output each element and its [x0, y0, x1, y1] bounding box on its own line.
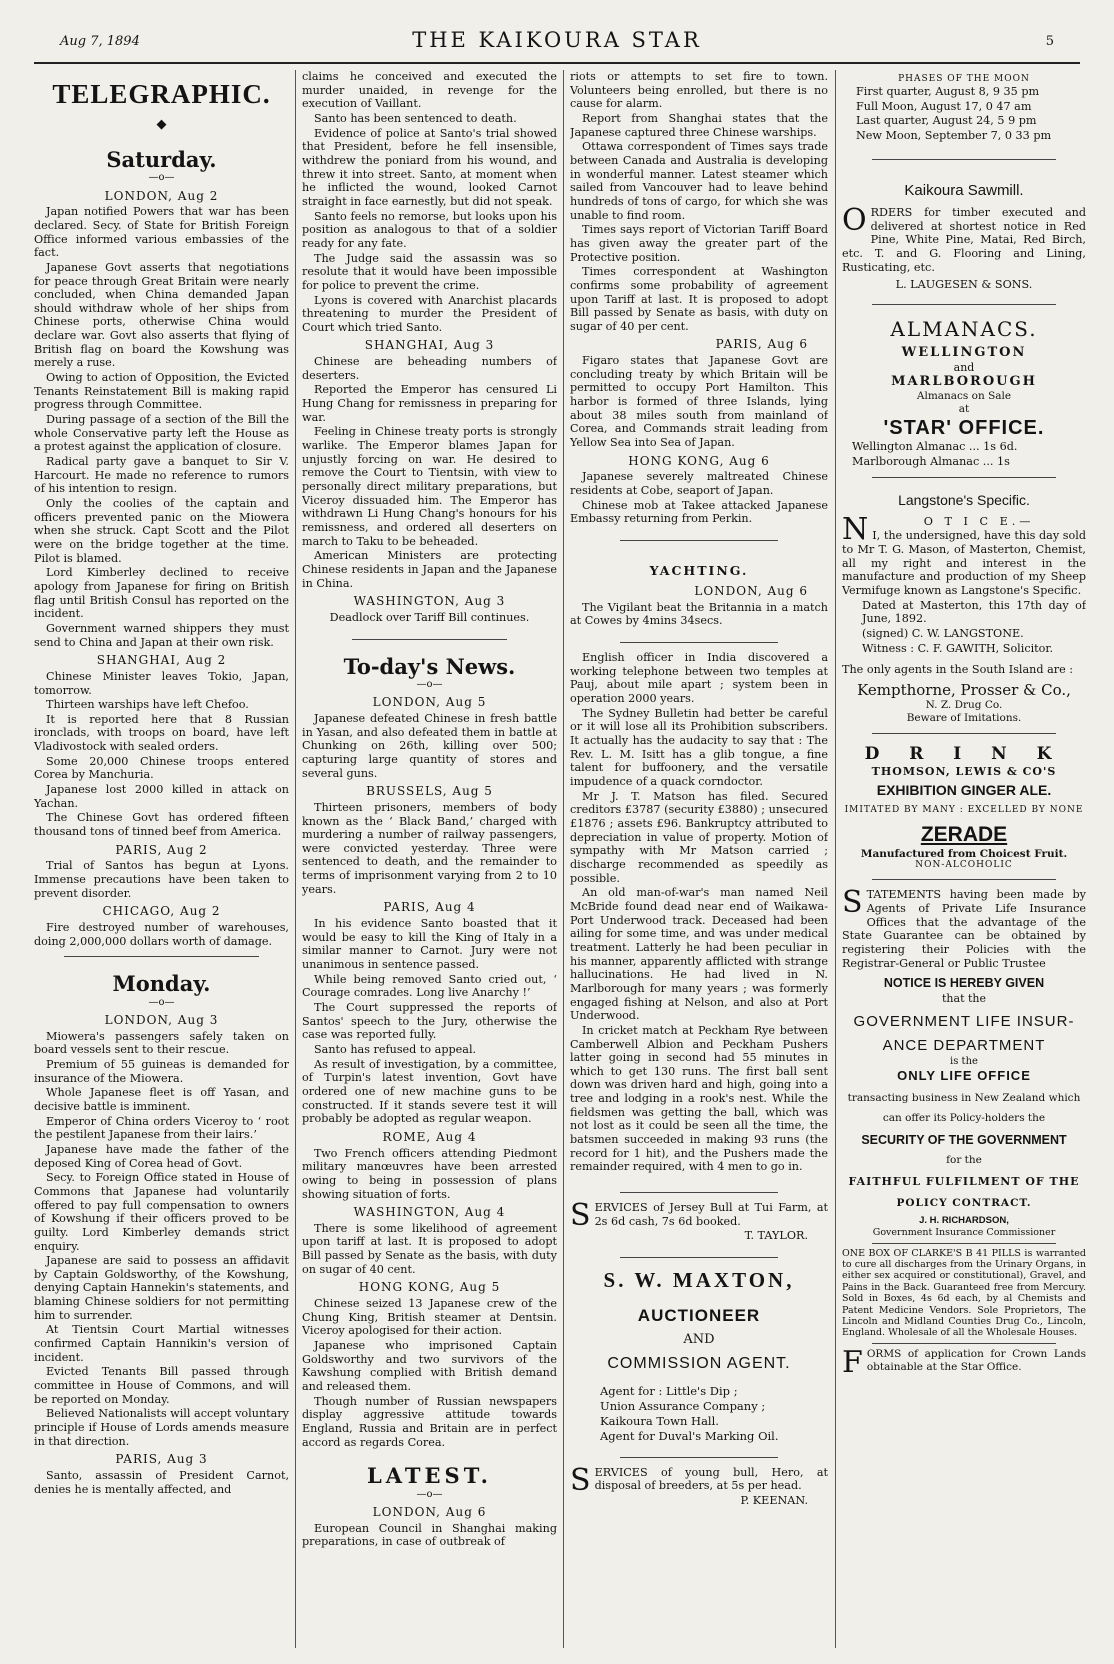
article-paragraph: Miowera's passengers safely taken on board vessels sent to their rescue. [34, 1029, 289, 1057]
is-the-label: is the [950, 1055, 978, 1067]
advert-text: I, the undersigned, have this day sold to Mr T. G. Mason, of Masterton, Chemist, all my right and interest in the manufacture and production of my Sheep Vermifuge known as Langstone's Specific. [842, 529, 1086, 597]
section-rule [620, 642, 778, 643]
dateline: HONG KONG, Aug 6 [628, 453, 770, 468]
moon-phase-line: First quarter, August 8, 9 35 pm [856, 84, 1040, 98]
saturday-heading: Saturday. [106, 146, 217, 172]
moon-phases-title: PHASES OF THE MOON [898, 74, 1030, 84]
section-rule [620, 1457, 778, 1458]
zerade-label: ZERADE [920, 823, 1008, 847]
article-paragraph: As result of investigation, by a committee, of Turpin's latest invention, Govt have ordered one of new machine guns to be constructed. If it stands severe test it will probably be adopted as regular weapon. [302, 1057, 557, 1126]
masthead [60, 28, 1054, 54]
article-paragraph: Reported the Emperor has censured Li Hung Chang for remissness in preparing for war. [302, 383, 557, 424]
article-paragraph: Chinese are beheading numbers of deserters. [302, 355, 557, 382]
section-rule [620, 1192, 778, 1193]
section-rule [872, 1343, 1056, 1344]
advert-signature: T. TAYLOR. [744, 1229, 808, 1243]
section-rule [872, 1243, 1056, 1244]
yachting-heading: YACHTING. [649, 562, 749, 578]
article-paragraph: Ottawa correspondent of Times says trade between Canada and Australia is developing in wonderful manner. Latest steamer which sailed from Vancouver had to leave behind hundreds of tons of cargo, for which she was unable to find room. [570, 140, 828, 222]
article-paragraph: Emperor of China orders Viceroy to ‘ root the pestilent Japanese from their lairs.’ [34, 1114, 289, 1142]
article-paragraph: Thirteen prisoners, members of body known as the ‘ Black Band,’ charged with murdering a number of railway passengers, were convicted yesterday. Three were sentenced to death, and the remainder to terms of imprisonment varying from 2 to 10 years. [302, 800, 557, 896]
article-paragraph: An old man-of-war's man named Neil McBride found dead near end of Waikawa-Port Underwood track. Deceased had been ailing for some time, and was under medical treatment. Latterly he had been peculiar in his manner, apparently afflicted with strange hallucinations. He had lived in N. Marlborough for many years ; was formerly engaged fishing at Nelson, and also at Port Underwood. [570, 886, 828, 1023]
article-paragraph: Two French officers attending Piedmont military manœuvres have been arrested owing to being in possession of plans showing situation of forts. [302, 1146, 557, 1201]
dropcap-s: S [570, 1462, 591, 1498]
column-divider [835, 70, 836, 1648]
price-line: Wellington Almanac ... 1s 6d. [852, 440, 1018, 454]
and-label: and [953, 361, 975, 375]
sawmill-title: Kaikoura Sawmill. [904, 181, 1024, 199]
dateline: LONDON, Aug 2 [104, 188, 219, 203]
almanacs-on-sale: Almanacs on Sale [916, 390, 1012, 403]
dateline: LONDON, Aug 5 [372, 695, 487, 710]
dateline: SHANGHAI, Aug 3 [364, 338, 495, 353]
article-paragraph: Believed Nationalists will accept voluntary principle if House of Lords amends measure in that direction. [34, 1407, 289, 1448]
newspaper-title: THE KAIKOURA STAR [412, 28, 702, 52]
dropcap-o: O [842, 202, 867, 238]
article-paragraph: Trial of Santos has begun at Lyons. Immense precautions have been taken to prevent disorder. [34, 859, 289, 900]
article-paragraph: In cricket match at Peckham Rye between Camberwell Albion and Peckham Pushers latter going in second had 55 minutes in which to get 130 runs. The first ball sent down was driven hard and high, going into a tree and lodging in a rook's nest. While the fieldsmen was getting the ball, which was not lost as it could be seen all the time, the batsmen succeeded in making 93 runs (the record for 1 hit), and the Pushers made the remainder required, with 4 men to go in. [570, 1023, 828, 1174]
almanacs-heading: ALMANACS. [890, 316, 1038, 341]
article-paragraph: Chinese mob at Takee attacked Japanese Embassy returning from Perkin. [570, 498, 828, 526]
gov-life-label: GOVERNMENT LIFE INSUR- [853, 1012, 1075, 1030]
todays-news-heading: To-day's News. [343, 653, 516, 679]
dateline: PARIS, Aug 4 [383, 900, 476, 915]
auctioneer-label: AUCTIONEER [637, 1305, 761, 1325]
imitated-label: IMITATED BY MANY : EXCELLED BY NONE [844, 805, 1084, 816]
advert-signature: P. KEENAN. [740, 1494, 808, 1508]
kempthorne-name: Kempthorne, Prosser & Co., [857, 680, 1071, 699]
dateline: LONDON, Aug 6 [372, 1505, 487, 1520]
marlborough-label: MARLBOROUGH [891, 374, 1037, 390]
article-paragraph: Fire destroyed number of warehouses, doing 2,000,000 dollars worth of damage. [34, 920, 289, 948]
dropcap-s: S [842, 885, 863, 921]
notice-dated: Dated at Masterton, this 17th day of June, 1892. [862, 598, 1086, 626]
article-paragraph: Japanese severely maltreated Chinese residents at Cobe, seaport of Japan. [570, 470, 828, 497]
langstone-title: Langstone's Specific. [898, 491, 1030, 508]
ornament-divider: ◆ [156, 116, 167, 132]
article-paragraph: Evidence of police at Santo's trial showed that President, before he fell insensible, withdrew the poniard from his wound, and threw it into street. Santo, at moment when he inflicted the wound, looked Carnot straight in face earnestly, but did not speak. [302, 126, 557, 208]
at-label: at [958, 403, 970, 416]
section-rule [872, 159, 1056, 160]
section-rule [620, 540, 778, 541]
langstone-notice [842, 511, 1086, 656]
agents-text: The only agents in the South Island are : [842, 663, 1074, 677]
advert-text: ORMS of application for Crown Lands obtainable at the Star Office. [866, 1347, 1086, 1373]
article-paragraph: Mr J. T. Matson has filed. Secured creditors £3787 (security £3880) ; unsecured £1876 ; assets £96. Bankruptcy attributed to depreciation in value of property. Motion of sympathy with Mr Matson carried ; discharge recommended as speedily as possible. [570, 789, 828, 885]
dateline: HONG KONG, Aug 5 [358, 1280, 501, 1295]
section-divider: —o— [416, 1488, 443, 1500]
article-paragraph: Japanese lost 2000 killed in attack on Yachan. [34, 783, 289, 810]
article-paragraph: Whole Japanese fleet is off Yasan, and decisive battle is imminent. [34, 1086, 289, 1113]
article-paragraph: English officer in India discovered a working telephone between two temples at Pauj, about mile apart ; system been in operation 2000 years. [570, 651, 828, 706]
article-paragraph: Santo, assassin of President Carnot, denies he is mentally affected, and [34, 1468, 289, 1496]
section-rule [872, 733, 1056, 734]
thomson-label: THOMSON, LEWIS & CO'S [871, 764, 1057, 778]
article-paragraph: Though number of Russian newspapers display aggressive attitude towards England, Russia and Britain are in perfect accord as regards Corea. [302, 1394, 557, 1449]
article-paragraph: Secy. to Foreign Office stated in House of Commons that Japanese had voluntarily offered to pay full compensation to owners of Kowshung if their officers proved to be guilty. Lord Kimberley demands strict enquiry. [34, 1171, 289, 1253]
agent-line: Kaikoura Town Hall. [600, 1413, 719, 1428]
ginger-ale-label: EXHIBITION GINGER ALE. [876, 781, 1052, 798]
section-rule [64, 956, 259, 957]
latest-heading: LATEST. [367, 1463, 492, 1489]
moon-phase-line: Last quarter, August 24, 5 9 pm [856, 114, 1037, 128]
ance-dept-label: ANCE DEPARTMENT [882, 1037, 1046, 1055]
policy-label: POLICY CONTRACT. [896, 1196, 1032, 1209]
article-paragraph: In his evidence Santo boasted that it would be easy to kill the King of Italy in a similar manner to Carnot. Jury were not unanimous in sentence passed. [302, 917, 557, 972]
article-paragraph: Santo has been sentenced to death. [314, 111, 517, 125]
section-divider: —o— [148, 996, 175, 1008]
article-paragraph: The Judge said the assassin was so resolute that it would have been impossible for police to prevent the crime. [302, 251, 557, 292]
and-label: AND [683, 1332, 715, 1348]
moon-phase-line: Full Moon, August 17, 0 47 am [856, 99, 1032, 113]
masthead-rule [34, 62, 1080, 64]
dropcap-f: F [842, 1344, 863, 1380]
article-paragraph: Report from Shanghai states that the Japanese captured three Chinese warships. [570, 111, 828, 139]
young-bull-advert [570, 1462, 828, 1508]
dateline: ROME, Aug 4 [382, 1129, 477, 1144]
column-4 [842, 70, 1086, 1650]
article-paragraph: Chinese Minister leaves Tokio, Japan, tomorrow. [34, 669, 289, 697]
article-paragraph: The Sydney Bulletin had better be careful or it will lose all its Prohibition subscribers. It actually has the audacity to say that : The Rev. L. M. Isitt has a glib tongue, a fine talent for buffoonery, and the versatile impudence of a quack corndoctor. [570, 706, 828, 789]
drug-co-label: N. Z. Drug Co. [925, 699, 1003, 712]
section-rule [352, 639, 507, 640]
article-paragraph: Government warned shippers they must send to China and Japan at their own risk. [34, 621, 289, 649]
dateline: WASHINGTON, Aug 4 [353, 1205, 506, 1220]
beware-label: Beware of Imitations. [906, 712, 1022, 725]
notice-signed: (signed) C. W. LANGSTONE. [862, 626, 1024, 640]
dateline: LONDON, Aug 3 [104, 1013, 219, 1028]
article-paragraph: European Council in Shanghai making preparations, in case of outbreak of [302, 1521, 557, 1549]
article-paragraph: Chinese seized 13 Japanese crew of the Chung King, British steamer at Dentsin. Viceroy apologised for their action. [302, 1297, 557, 1338]
article-paragraph: Times says report of Victorian Tariff Board has given away the greater part of the Protective position. [570, 223, 828, 264]
star-office-label: 'STAR' OFFICE. [883, 416, 1045, 439]
agent-line: Agent for Duval's Marking Oil. [600, 1428, 779, 1443]
notice-given-label: NOTICE IS HEREBY GIVEN [883, 976, 1045, 991]
article-paragraph: During passage of a section of the Bill the whole Conservative party left the House as a protest against the application of closure. [34, 413, 289, 454]
non-alcoholic-label: NON-ALCOHOLIC [915, 860, 1013, 871]
article-paragraph: The Vigilant beat the Britannia in a match at Cowes by 4mins 34secs. [570, 600, 828, 628]
drink-heading: D R I N K [864, 743, 1064, 764]
article-paragraph: Japanese who imprisoned Captain Goldsworthy and two survivors of the Kawshung complied with British demand and released them. [302, 1339, 557, 1393]
section-divider: —o— [148, 172, 175, 184]
section-rule [620, 1257, 778, 1258]
dateline: SHANGHAI, Aug 2 [96, 653, 227, 668]
article-paragraph: Premium of 55 guineas is demanded for insurance of the Miowera. [34, 1057, 289, 1085]
section-rule [872, 477, 1056, 478]
dateline: LONDON, Aug 6 [694, 584, 808, 599]
only-life-label: ONLY LIFE OFFICE [897, 1067, 1031, 1083]
dateline: PARIS, Aug 3 [115, 1452, 208, 1467]
article-paragraph: Radical party gave a banquet to Sir V. Harcourt. He made no reference to rumors of his intention to resign. [34, 455, 289, 496]
advert-text: TATEMENTS having been made by Agents of Private Life Insurance Offices that the advantage of the State Guarantee can be obtained by registering their Policies with the Registrar-General or Public Trustee [842, 888, 1086, 970]
maxton-name: S. W. MAXTON, [603, 1268, 795, 1293]
sawmill-advert [842, 202, 1086, 292]
article-paragraph: While being removed Santo cried out, ‘ Courage comrades. Long live Anarchy !’ [302, 972, 557, 1000]
column-3 [570, 70, 828, 1650]
agent-line: Agent for : Little's Dip ; [600, 1383, 738, 1398]
richardson-name: J. H. RICHARDSON, [919, 1215, 1009, 1227]
notice-word: O T I C E.— [923, 514, 1035, 528]
telegraphic-heading: TELEGRAPHIC. [52, 79, 271, 109]
dateline: BRUSSELS, Aug 5 [366, 784, 493, 799]
article-paragraph: riots or attempts to set fire to town. Volunteers being enrolled, but there is no cause for alarm. [570, 70, 828, 111]
article-paragraph: Only the coolies of the captain and officers prevented panic on the Miowera when she struck. Capt Scott and the Pilot were on the bridge together at the time. Pilot is blamed. [34, 497, 289, 565]
article-paragraph: Santo feels no remorse, but looks upon his position as analogous to that of a soldier ready for any fate. [302, 209, 557, 250]
price-line: Marlborough Almanac ... 1s [852, 454, 1010, 468]
manufactured-label: Manufactured from Choicest Fruit. [860, 847, 1068, 860]
agent-line: Union Assurance Company ; [600, 1398, 766, 1413]
article-paragraph: Thirteen warships have left Chefoo. [46, 698, 249, 712]
article-paragraph: Figaro states that Japanese Govt are concluding treaty by which Britain will be permitted to occupy Port Hamilton. This harbor is formed of three Islands, lying about 38 miles south from mainland of Corea, and Commands strait leading from Yellow Sea into Sea of Japan. [570, 354, 828, 450]
article-paragraph: Evicted Tenants Bill passed through committee in House of Commons, and will be reported on Monday. [34, 1365, 289, 1406]
commissioner-label: Government Insurance Commissioner [872, 1227, 1056, 1239]
article-paragraph: Lyons is covered with Anarchist placards threatening to murder the President of Court which tried Santo. [302, 293, 557, 334]
monday-heading: Monday. [112, 971, 211, 997]
section-rule [872, 304, 1056, 305]
dateline: WASHINGTON, Aug 3 [353, 594, 506, 609]
article-paragraph: Some 20,000 Chinese troops entered Corea by Manchuria. [34, 754, 289, 782]
article-paragraph: Japanese are said to possess an affidavit by Captain Goldsworthy, of the Kowshung, denying Captain Hannekin's statements, and blaming Chinese soldiers for not permitting him to surrender. [34, 1254, 289, 1322]
article-paragraph: Japanese defeated Chinese in fresh battle in Yasan, and also defeated them in battle at Chunking on 26th, killing over 500; capturing large quantity of stores and several guns. [302, 711, 557, 780]
dateline: CHICAGO, Aug 2 [102, 904, 221, 919]
article-paragraph: At Tientsin Court Martial witnesses confirmed Captain Hannikin's version of incident. [34, 1323, 289, 1364]
for-the-label: for the [946, 1154, 982, 1167]
life-insurance-notice [842, 885, 1086, 1239]
article-paragraph: Japanese have made the father of the deposed King of Corea head of Govt. [34, 1142, 289, 1170]
advert-text: ERVICES of young bull, Hero, at disposal of breeders, at 5s per head. [594, 1465, 828, 1493]
wellington-label: WELLINGTON [901, 345, 1027, 361]
moon-phase-line: New Moon, September 7, 0 33 pm [856, 128, 1052, 142]
dateline: PARIS, Aug 6 [715, 337, 808, 352]
crown-lands-advert [842, 1344, 1086, 1380]
faithful-label: FAITHFUL FULFILMENT OF THE [848, 1175, 1080, 1189]
article-paragraph: Times correspondent at Washington confirms some probability of agreement upon Tariff at last. It is proposed to adopt Bill passed by Senate as basis, with duty on sugar of 40 per cent. [570, 265, 828, 333]
article-paragraph: It is reported here that 8 Russian ironclads, with troops on board, have left Vladivostock with sealed orders. [34, 712, 289, 754]
that-the-label: that the [942, 991, 986, 1005]
article-paragraph: Deadlock over Tariff Bill continues. [329, 610, 530, 624]
article-paragraph: There is some likelihood of agreement upon tariff at last. It is proposed to adopt Bill passed by Senate as the basis, with duty on sugar of 40 cent. [302, 1221, 557, 1276]
dropcap-s: S [570, 1198, 591, 1234]
clarke-pills-advert: ONE BOX OF CLARKE'S B 41 PILLS is warranted to cure all discharges from the Urinary Organs, in either sex acquired or constitutional), Gravel, and Pains in the Back. Guaranteed free from Mercury. Sold in Boxes, 4s 6d each, by al Chemists and Patent Medicine Vendors. Sole Proprietors, The Lincoln and Midland Counties Drug Co., Lincoln, England. Wholesale of all the Wholesale Houses. [842, 1247, 1086, 1339]
maxton-advert [570, 1268, 828, 1443]
article-paragraph: Japanese Govt asserts that negotiations for peace through Great Britain were nearly concluded, when China demanded Japan should withdraw whole of her ships from Chinese ports, otherwise China would declare war. Govt also asserts that flying of British flag on board the Kowshung was merely a ruse. [34, 260, 289, 370]
dropcap-n: N [842, 511, 869, 547]
can-offer-label: can offer its Policy-holders the [882, 1112, 1046, 1125]
commission-agent-label: COMMISSION AGENT. [607, 1355, 791, 1373]
jersey-bull-advert [570, 1198, 828, 1243]
column-divider [563, 70, 564, 1648]
article-paragraph: Japan notified Powers that war has been declared. Secy. of State for British Foreign Office informed various embassies of the fact. [34, 205, 289, 260]
article-paragraph: Lord Kimberley declined to receive apology from Japanese for firing on British flag until British Consul has reported on the incident. [34, 566, 289, 621]
article-paragraph: claims he conceived and executed the murder unaided, in revenge for the execution of Vaillant. [302, 70, 557, 111]
issue-date: Aug 7, 1894 [60, 34, 140, 49]
article-paragraph: The Court suppressed the reports of Santos' speech to the Jury, otherwise the case was reported fully. [302, 1001, 557, 1042]
notice-witness: Witness : C. F. GAWITH, Solicitor. [862, 641, 1054, 655]
article-paragraph: Feeling in Chinese treaty ports is strongly warlike. The Emperor blames Japan for unjustly forcing on war. He desired to remove the Court to Tientsin, with view to personally direct military preparations, but Viceroy dissuaded him. The Emperor has withdrawn Li Hung Chang's honours for his remissness, and ordered all deserters on march to Taku to be beheaded. [302, 425, 557, 548]
column-divider [295, 70, 296, 1648]
column-1 [34, 70, 289, 1650]
page-number: 5 [1045, 34, 1054, 49]
article-paragraph: The Chinese Govt has ordered fifteen thousand tons of tinned beef from America. [34, 811, 289, 839]
section-rule [872, 879, 1056, 880]
article-paragraph: Santo has refused to appeal. [314, 1042, 477, 1056]
security-label: SECURITY OF THE GOVERNMENT [861, 1133, 1067, 1148]
article-paragraph: Owing to action of Opposition, the Evicted Tenants Reinstatement Bill is making rapid progress through Committee. [34, 371, 289, 412]
advert-signature: L. LAUGESEN & SONS. [895, 278, 1033, 292]
advert-text: ERVICES of Jersey Bull at Tui Farm, at 2s 6d cash, 7s 6d booked. [594, 1201, 828, 1228]
article-paragraph: American Ministers are protecting Chinese residents in Japan and the Japanese in China. [302, 549, 557, 590]
section-divider: —o— [416, 679, 443, 691]
transacting-label: transacting business in New Zealand which [847, 1091, 1081, 1104]
advert-text: RDERS for timber executed and delivered at shortest notice in Red Pine, White Pine, Matai, Red Birch, etc. T. and G. Flooring and Lining, Rusticating, etc. [842, 205, 1086, 274]
dateline: PARIS, Aug 2 [115, 842, 208, 857]
column-2 [302, 70, 557, 1650]
